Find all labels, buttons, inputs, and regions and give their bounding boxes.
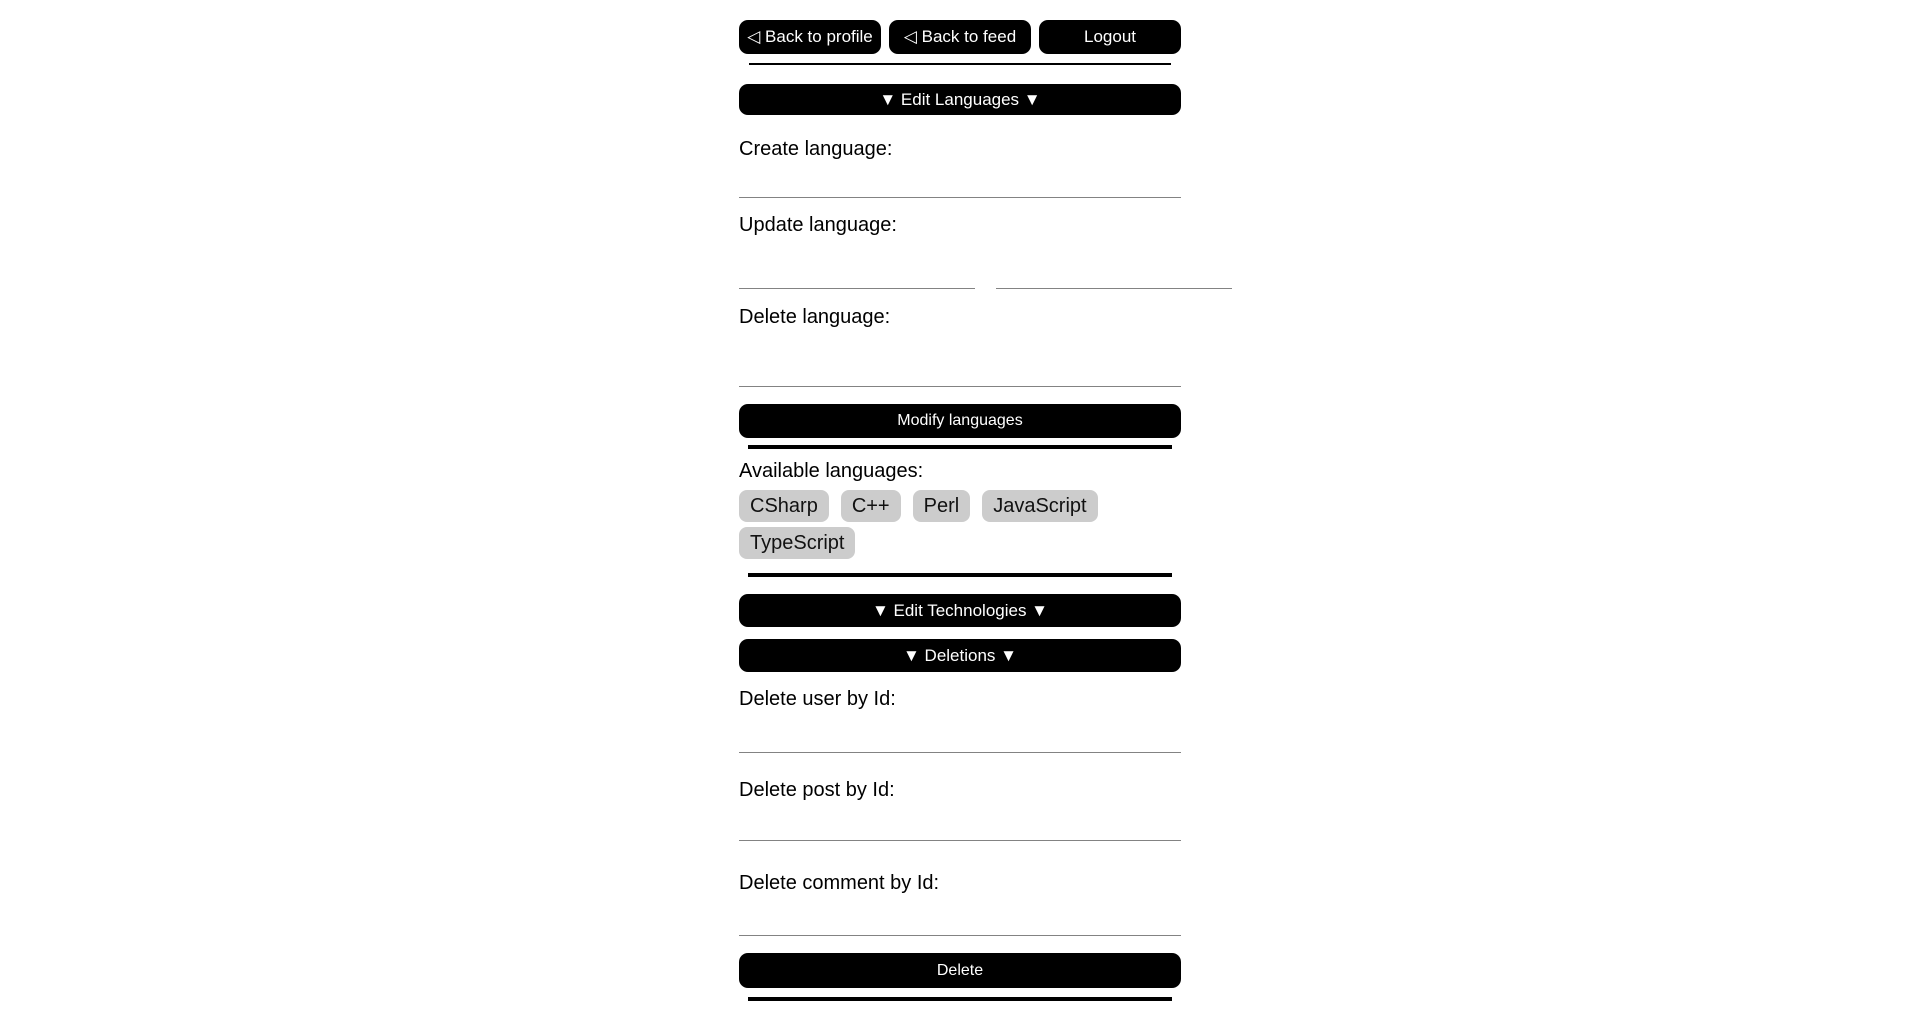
modify-languages-button[interactable]: Modify languages [739, 404, 1181, 438]
update-language-fields [739, 237, 1181, 289]
logout-button[interactable]: Logout [1039, 20, 1181, 54]
language-chip: JavaScript [982, 490, 1097, 522]
bottom-divider [748, 997, 1172, 1001]
back-to-profile-button[interactable]: ◁ Back to profile [739, 20, 881, 54]
available-languages-label: Available languages: [739, 460, 924, 482]
top-divider [749, 63, 1171, 65]
delete-button[interactable]: Delete [739, 953, 1181, 988]
delete-comment-input[interactable] [739, 895, 1181, 936]
delete-user-input[interactable] [739, 711, 1181, 753]
language-chip: TypeScript [739, 527, 855, 559]
delete-language-input[interactable] [739, 329, 1181, 387]
section-divider [748, 445, 1172, 449]
section-divider [748, 573, 1172, 577]
create-language-label: Create language: [739, 138, 893, 160]
top-navigation [739, 20, 1181, 54]
language-chip: CSharp [739, 490, 829, 522]
back-to-feed-button[interactable]: ◁ Back to feed [889, 20, 1031, 54]
create-language-input[interactable] [739, 161, 1181, 198]
update-language-label: Update language: [739, 214, 897, 236]
delete-comment-label: Delete comment by Id: [739, 872, 940, 894]
language-chip: C++ [841, 490, 901, 522]
language-chip: Perl [913, 490, 971, 522]
edit-languages-accordion-header[interactable]: ▼ Edit Languages ▼ [739, 84, 1181, 115]
update-language-from-input[interactable] [739, 237, 975, 289]
delete-language-label: Delete language: [739, 306, 891, 328]
available-languages-list [739, 490, 1181, 559]
delete-post-input[interactable] [739, 802, 1181, 841]
admin-panel [739, 0, 1181, 1001]
edit-technologies-accordion-header[interactable]: ▼ Edit Technologies ▼ [739, 594, 1181, 627]
deletions-accordion-header[interactable]: ▼ Deletions ▼ [739, 639, 1181, 672]
update-language-to-input[interactable] [996, 237, 1232, 289]
delete-post-label: Delete post by Id: [739, 779, 895, 801]
delete-user-label: Delete user by Id: [739, 688, 896, 710]
